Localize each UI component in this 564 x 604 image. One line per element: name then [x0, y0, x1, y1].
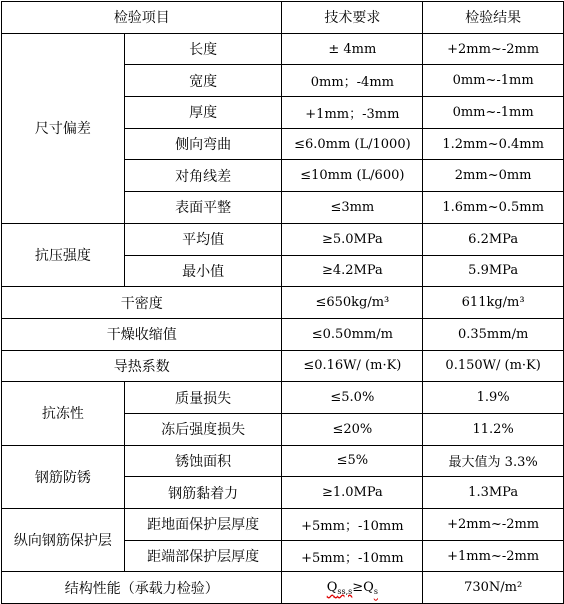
table-row [2, 572, 564, 604]
result-cell: +1mm~-2mm [423, 540, 564, 572]
result-cell: 611kg/m³ [423, 287, 564, 319]
group-label-compressive-strength: 抗压强度 [2, 223, 125, 286]
item-cell: 干燥收缩值 [2, 318, 282, 350]
requirement-cell: +5mm；-10mm [282, 540, 423, 572]
item-cell: 对角线差 [124, 160, 282, 192]
requirement-cell: ≤5.0% [282, 382, 423, 414]
requirement-cell: ≤0.16W/ (m·K) [282, 350, 423, 382]
load-capacity-formula [327, 580, 353, 595]
item-cell: 干密度 [2, 287, 282, 319]
item-cell: 宽度 [124, 65, 282, 97]
item-cell: 平均值 [124, 223, 282, 255]
item-cell: 冻后强度损失 [124, 413, 282, 445]
header-technical-requirement: 技术要求 [282, 2, 423, 34]
table-row [2, 509, 564, 541]
table-row [2, 445, 564, 477]
requirement-cell: ≥5.0MPa [282, 223, 423, 255]
requirement-cell: 0mm；-4mm [282, 65, 423, 97]
table-row [2, 223, 564, 255]
item-cell: 长度 [124, 33, 282, 65]
table-row [2, 382, 564, 414]
group-label-dimension-deviation: 尺寸偏差 [2, 33, 125, 223]
item-cell: 厚度 [124, 97, 282, 129]
group-label-longitudinal-rebar-cover: 纵向钢筋保护层 [2, 509, 125, 572]
result-cell: 2mm~0mm [423, 160, 564, 192]
item-cell: 结构性能（承载力检验） [2, 572, 282, 604]
table-header-row [2, 2, 564, 34]
formula-sub2: s [373, 586, 378, 596]
requirement-cell [282, 572, 423, 604]
item-cell: 质量损失 [124, 382, 282, 414]
group-label-rebar-rust-prevention: 钢筋防锈 [2, 445, 125, 508]
result-cell: +2mm~-2mm [423, 509, 564, 541]
header-inspection-item: 检验项目 [2, 2, 282, 34]
item-cell: 距端部保护层厚度 [124, 540, 282, 572]
result-cell: 0.150W/ (m·K) [423, 350, 564, 382]
header-inspection-result: 检验结果 [423, 2, 564, 34]
item-cell: 钢筋黏着力 [124, 477, 282, 509]
requirement-cell: +5mm；-10mm [282, 509, 423, 541]
formula-op: ≥Q [352, 579, 374, 595]
item-cell: 侧向弯曲 [124, 128, 282, 160]
result-cell: 0mm~-1mm [423, 65, 564, 97]
result-cell: 5.9MPa [423, 255, 564, 287]
result-cell: 730N/m² [423, 572, 564, 604]
result-cell: 0mm~-1mm [423, 97, 564, 129]
requirement-cell: ≤6.0mm (L/1000) [282, 128, 423, 160]
table-row [2, 350, 564, 382]
table-row [2, 287, 564, 319]
formula-sub: ss,s [337, 586, 353, 596]
result-cell: 最大值为 3.3% [423, 445, 564, 477]
table-row [2, 318, 564, 350]
inspection-table [1, 1, 564, 604]
item-cell: 距地面保护层厚度 [124, 509, 282, 541]
requirement-cell: +1mm；-3mm [282, 97, 423, 129]
requirement-cell: ≥4.2MPa [282, 255, 423, 287]
result-cell: 1.3MPa [423, 477, 564, 509]
result-cell: 0.35mm/m [423, 318, 564, 350]
requirement-cell: ≤20% [282, 413, 423, 445]
group-label-frost-resistance: 抗冻性 [2, 382, 125, 445]
table-row [2, 33, 564, 65]
item-cell: 导热系数 [2, 350, 282, 382]
requirement-cell: ≤10mm (L/600) [282, 160, 423, 192]
requirement-cell: ± 4mm [282, 33, 423, 65]
result-cell: 1.9% [423, 382, 564, 414]
requirement-cell: ≤0.50mm/m [282, 318, 423, 350]
result-cell: 11.2% [423, 413, 564, 445]
result-cell: 1.6mm~0.5mm [423, 192, 564, 224]
formula-q: Q [326, 579, 338, 595]
requirement-cell: ≤3mm [282, 192, 423, 224]
item-cell: 表面平整 [124, 192, 282, 224]
result-cell: 6.2MPa [423, 223, 564, 255]
item-cell: 锈蚀面积 [124, 445, 282, 477]
requirement-cell: ≥1.0MPa [282, 477, 423, 509]
item-cell: 最小值 [124, 255, 282, 287]
requirement-cell: ≤650kg/m³ [282, 287, 423, 319]
result-cell: +2mm~-2mm [423, 33, 564, 65]
result-cell: 1.2mm~0.4mm [423, 128, 564, 160]
requirement-cell: ≤5% [282, 445, 423, 477]
